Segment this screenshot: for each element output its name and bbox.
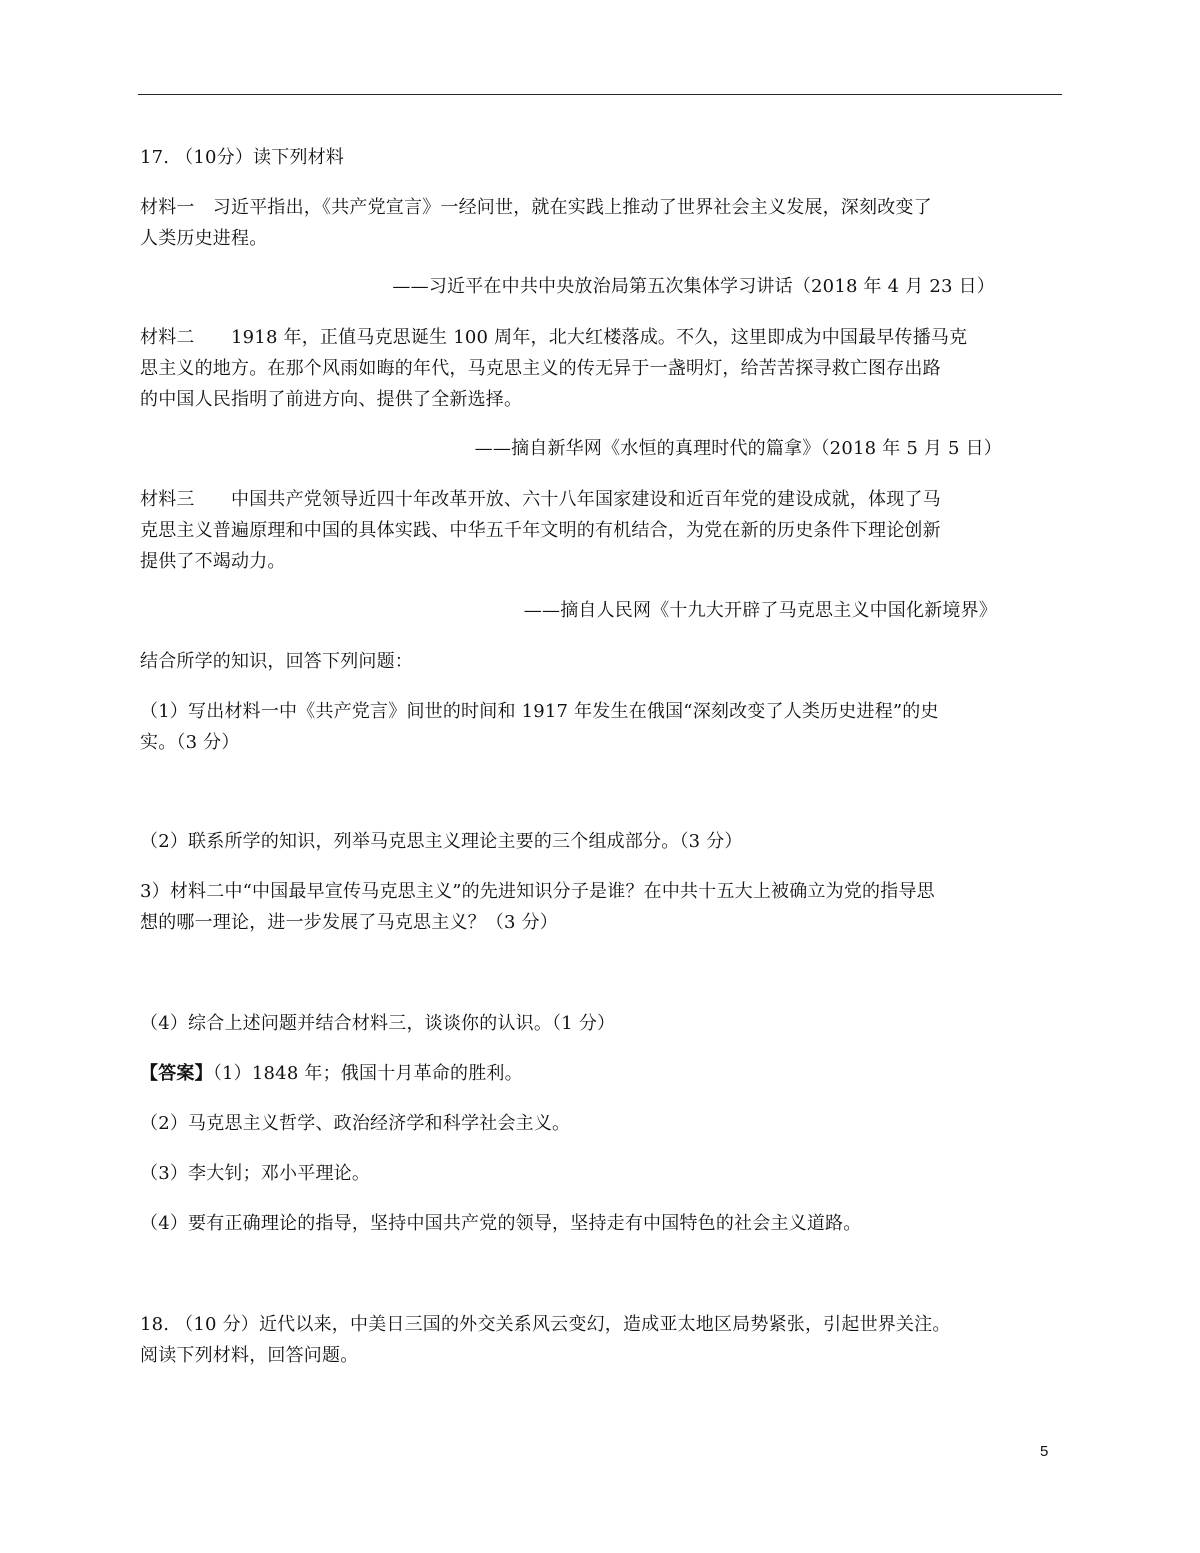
material-3-source: ——摘自人民网《十九大开辟了马克思主义中国化新境界》 <box>523 600 997 621</box>
material-1-source: ——习近平在中共中央放治局第五次集体学习讲话（2018 年 4 月 23 日） <box>392 276 995 297</box>
answer-label: 【答案】 <box>140 1063 213 1084</box>
material-1-line-1: 材料一 习近平指出，《共产党宣言》一经问世，就在实践上推动了世界社会主义发展，深刻改变了 <box>140 197 932 218</box>
header-rule <box>138 94 1062 95</box>
material-3-line-3: 提供了不竭动力。 <box>140 551 286 572</box>
q18-line-2: 阅读下列材料，回答问题。 <box>140 1345 359 1366</box>
material-2-line-1: 材料二 1918 年，正值马克思诞生 100 周年，北大红楼落成。不久，这里即成为中国最早传播马克 <box>140 327 968 348</box>
answer-4: （4）要有正确理论的指导，坚持中国共产党的领导，坚持走有中国特色的社会主义道路。 <box>140 1213 862 1234</box>
material-1-line-2: 人类历史进程。 <box>140 228 268 249</box>
sub-question-2: （2）联系所学的知识，列举马克思主义理论主要的三个组成部分。（3 分） <box>140 831 743 852</box>
q17-title: 17. （10分）读下列材料 <box>140 147 345 168</box>
sub-question-1-line-1: （1）写出材料一中《共产党言》间世的时间和 1917 年发生在俄国“深刻改变了人类历史进程”的史 <box>140 701 939 722</box>
material-3-line-1: 材料三 中国共产党领导近四十年改革开放、六十八年国家建设和近百年党的建设成就，体现了马 <box>140 489 941 510</box>
material-2-line-3: 的中国人民指明了前进方向、提供了全新选择。 <box>140 389 523 410</box>
material-2-source: ——摘自新华网《水恒的真理时代的篇拿》（2018 年 5 月 5 日） <box>474 438 1002 459</box>
sub-question-4: （4）综合上述问题并结合材料三，谈谈你的认识。（1 分） <box>140 1013 616 1034</box>
answer-line-1 <box>140 1062 523 1086</box>
sub-question-1-line-2: 实。（3 分） <box>140 732 240 753</box>
sub-question-3-line-2: 想的哪一理论，进一步发展了马克思主义？（3 分） <box>140 912 558 933</box>
answer-1: （1）1848 年；俄国十月革命的胜利。 <box>212 1063 523 1084</box>
page-number: 5 <box>1040 1443 1049 1460</box>
q18-line-1: 18. （10 分）近代以来，中美日三国的外交关系风云变幻，造成亚太地区局势紧张，引起世界关注。 <box>140 1314 951 1335</box>
sub-question-3-line-1: 3）材料二中“中国最早宣传马克思主义”的先进知识分子是谁？在中共十五大上被确立为党的指导思 <box>140 881 935 902</box>
answer-3: （3）李大钊；邓小平理论。 <box>140 1163 371 1184</box>
material-2-line-2: 思主义的地方。在那个风雨如晦的年代，马克思主义的传无异于一盏明灯，给苦苦探寻救亡图存出路 <box>140 358 941 379</box>
question-prompt: 结合所学的知识，回答下列问题： <box>140 651 413 672</box>
material-3-line-2: 克思主义普遍原理和中国的具体实践、中华五千年文明的有机结合，为党在新的历史条件下理论创新 <box>140 520 941 541</box>
answer-2: （2）马克思主义哲学、政治经济学和科学社会主义。 <box>140 1113 571 1134</box>
